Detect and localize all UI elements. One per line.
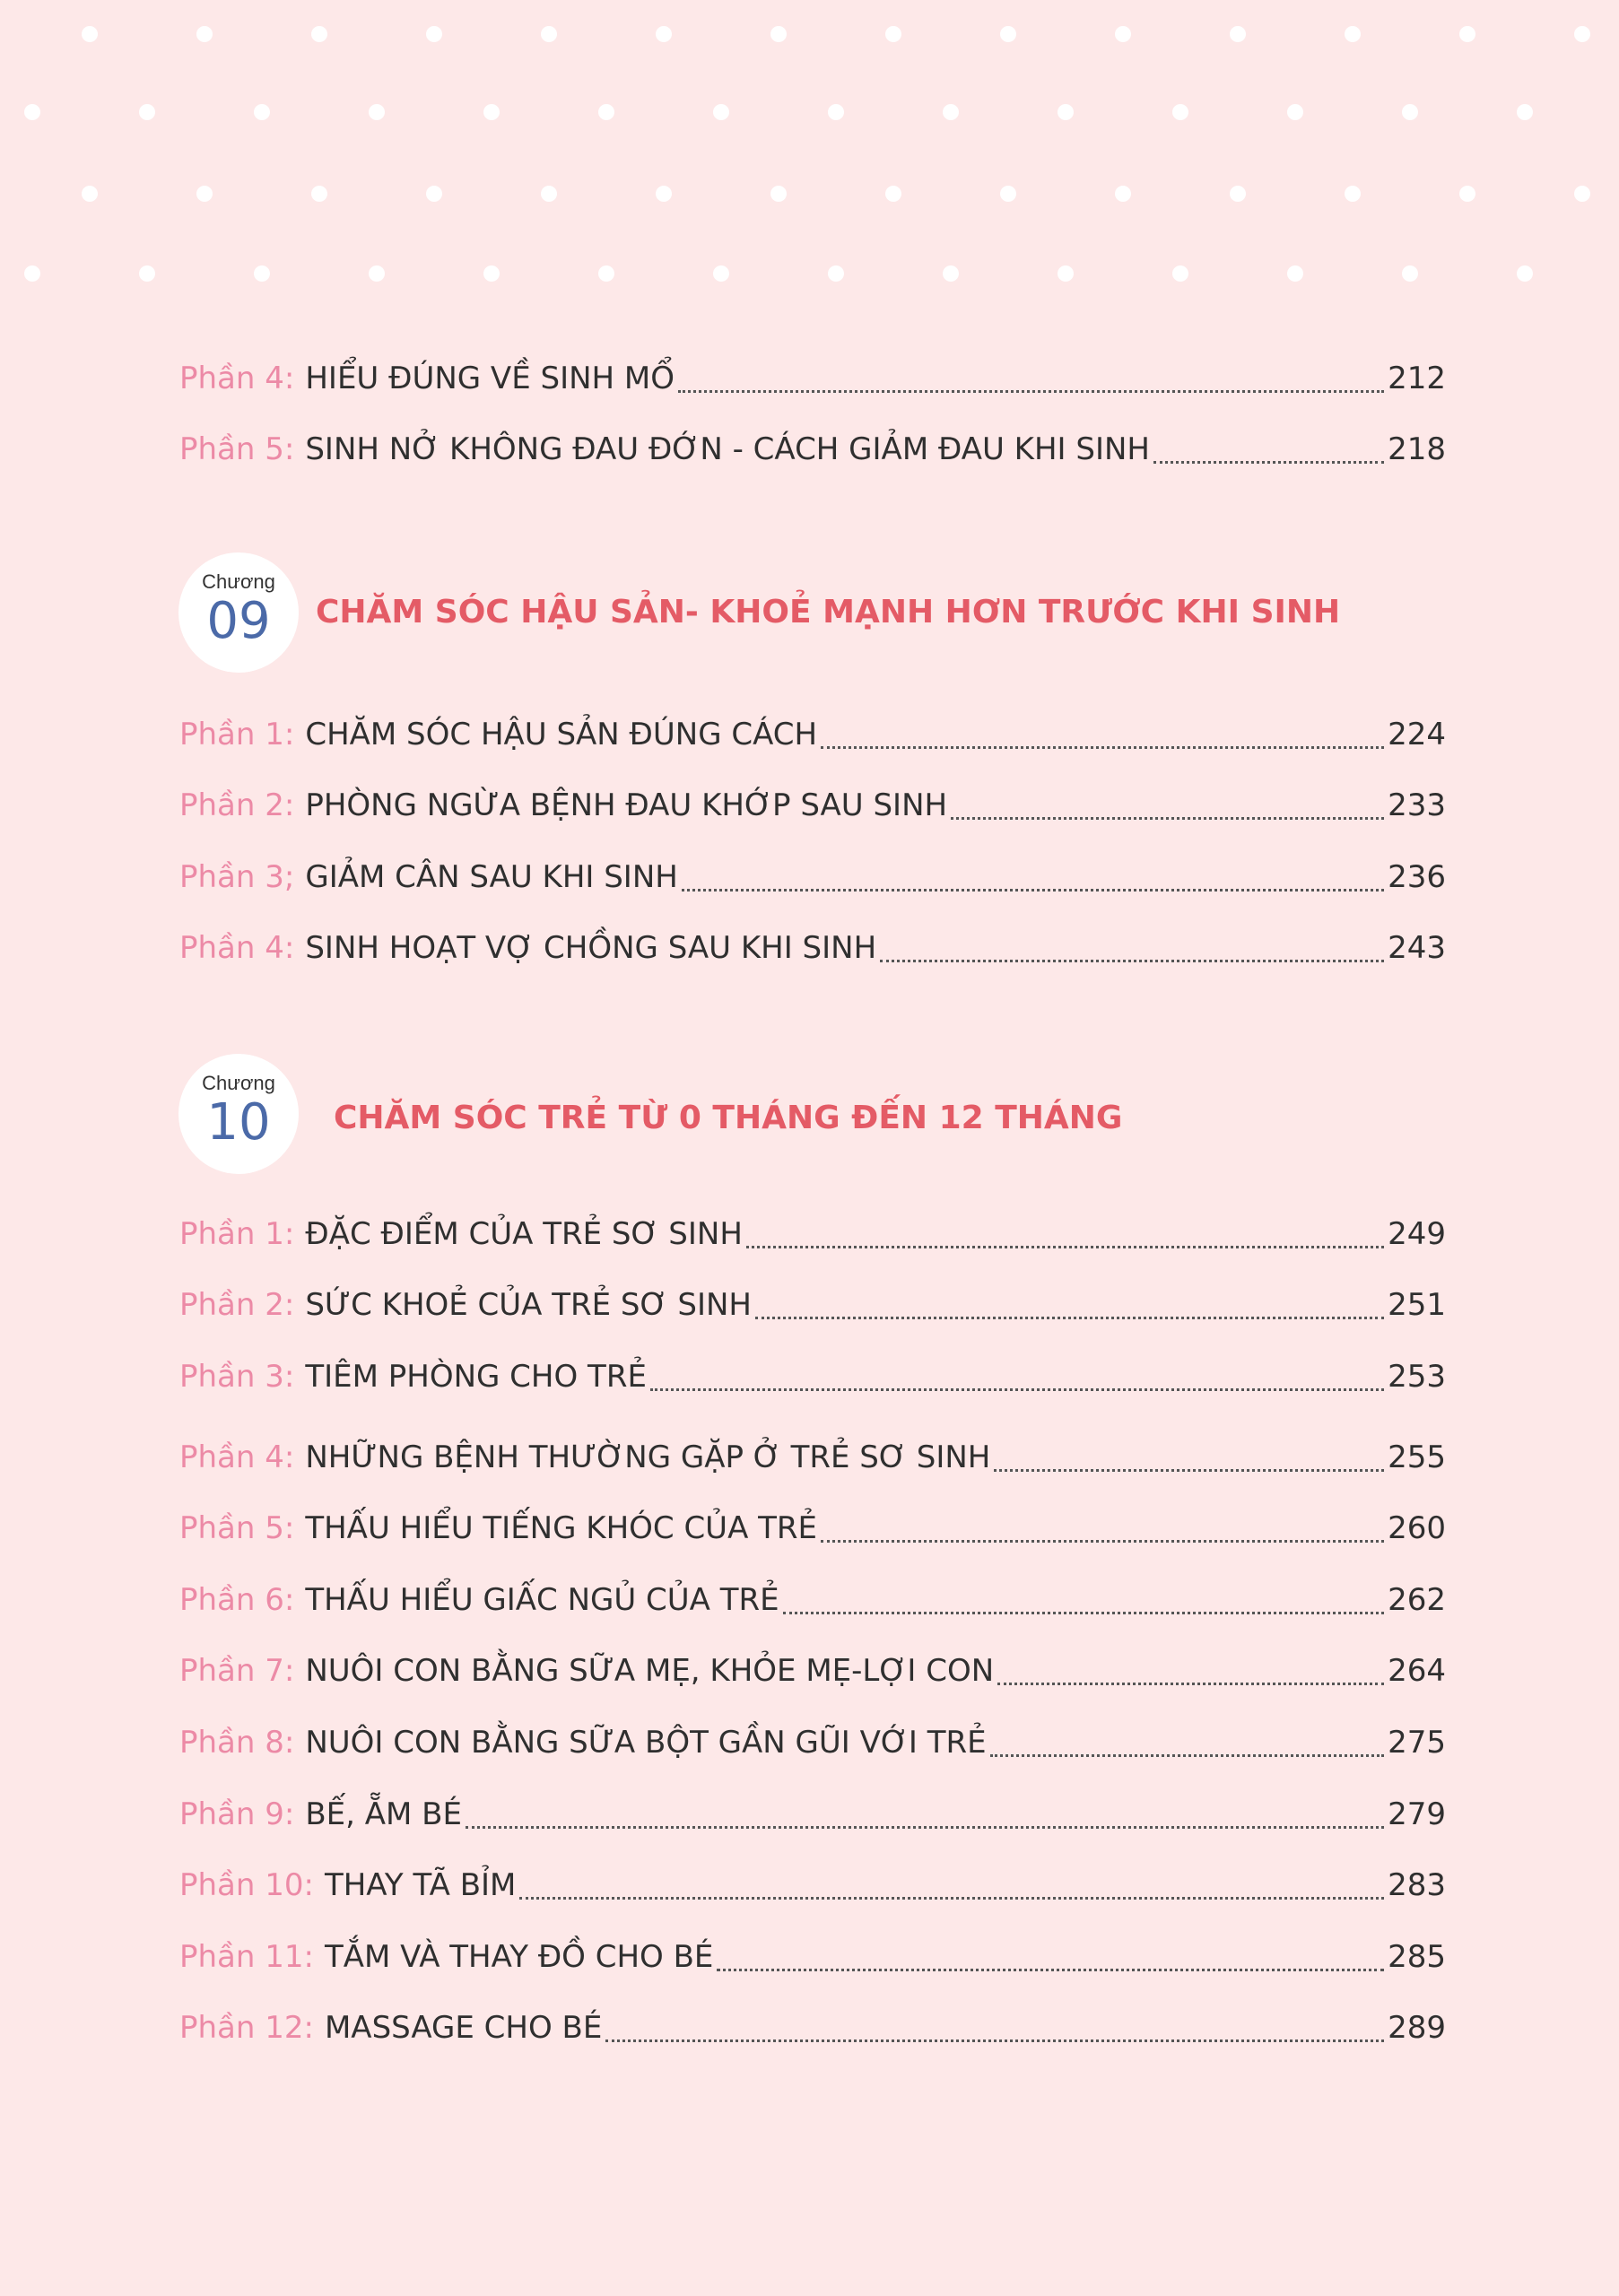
part-label: Phần 7:	[179, 1653, 295, 1689]
polka-dot	[196, 26, 213, 42]
dot-leader	[678, 390, 1384, 393]
page-number: 275	[1388, 1725, 1446, 1761]
polka-dot	[828, 265, 844, 282]
dot-leader	[994, 1469, 1384, 1472]
toc-entry[interactable]	[179, 1716, 1446, 1770]
toc-entry[interactable]	[179, 1501, 1446, 1555]
dot-leader	[821, 746, 1384, 749]
polka-dot	[656, 26, 672, 42]
toc-entry[interactable]	[179, 708, 1446, 761]
polka-dot	[24, 104, 40, 120]
polka-dot	[311, 186, 327, 202]
dot-leader	[755, 1317, 1384, 1319]
page-number: 249	[1388, 1216, 1446, 1252]
polka-dot	[1058, 104, 1074, 120]
part-label: Phần 5:	[179, 1510, 295, 1546]
part-label: Phần 5:	[179, 431, 295, 467]
polka-dot	[1345, 26, 1361, 42]
dot-leader	[997, 1683, 1384, 1685]
polka-dot	[1115, 26, 1131, 42]
chapter-word: Chương	[202, 1072, 275, 1094]
page-number: 243	[1388, 930, 1446, 966]
toc-entry[interactable]	[179, 1431, 1446, 1484]
toc-entry[interactable]	[179, 352, 1446, 405]
page-number: 285	[1388, 1939, 1446, 1975]
polka-dot	[885, 26, 901, 42]
part-title: NUÔI CON BẰNG SỮA BỘT GẦN GŨI VỚI TRẺ	[305, 1725, 987, 1761]
polka-dot	[483, 104, 500, 120]
dot-leader	[1153, 461, 1384, 464]
polka-dot	[541, 186, 557, 202]
toc-entry[interactable]	[179, 921, 1446, 975]
page-number: 251	[1388, 1287, 1446, 1323]
polka-dot	[885, 186, 901, 202]
chapter-title[interactable]: CHĂM SÓC TRẺ TỪ 0 THÁNG ĐẾN 12 THÁNG	[334, 1100, 1123, 1136]
polka-dot	[943, 104, 959, 120]
polka-dot	[713, 104, 729, 120]
dot-leader	[682, 889, 1384, 891]
polka-dot	[598, 104, 614, 120]
polka-dot	[24, 265, 40, 282]
polka-dot	[1402, 265, 1418, 282]
polka-dot	[426, 186, 442, 202]
polka-dot	[1287, 265, 1303, 282]
polka-dot	[1517, 265, 1533, 282]
polka-dot	[139, 104, 155, 120]
part-title: BẾ, ẴM BÉ	[305, 1796, 462, 1832]
part-title: SINH NỞ KHÔNG ĐAU ĐỚN - CÁCH GIẢM ĐAU KHI SINH	[305, 431, 1150, 467]
dot-leader	[880, 960, 1384, 962]
polka-dot	[943, 265, 959, 282]
part-label: Phần 9:	[179, 1796, 295, 1832]
page-number: 255	[1388, 1439, 1446, 1475]
toc-entry[interactable]	[179, 1278, 1446, 1332]
chapter-word: Chương	[202, 570, 275, 593]
polka-dot	[1115, 186, 1131, 202]
polka-dot	[1459, 186, 1475, 202]
polka-dot	[254, 104, 270, 120]
page-number: 233	[1388, 787, 1446, 823]
chapter-number: 09	[206, 592, 271, 650]
part-title: SINH HOẠT VỢ CHỒNG SAU KHI SINH	[305, 930, 877, 966]
part-title: NUÔI CON BẰNG SỮA MẸ, KHỎE MẸ-LỢI CON	[305, 1653, 995, 1689]
page-number: 283	[1388, 1867, 1446, 1903]
part-title: PHÒNG NGỪA BỆNH ĐAU KHỚP SAU SINH	[305, 787, 948, 823]
polka-dot	[1000, 186, 1016, 202]
polka-dot	[196, 186, 213, 202]
polka-dot	[713, 265, 729, 282]
part-title: TẮM VÀ THAY ĐỒ CHO BÉ	[324, 1939, 714, 1975]
part-label: Phần 4:	[179, 361, 295, 396]
part-label: Phần 2:	[179, 787, 295, 823]
page-number: 279	[1388, 1796, 1446, 1832]
part-label: Phần 4:	[179, 1439, 295, 1475]
part-title: CHĂM SÓC HẬU SẢN ĐÚNG CÁCH	[305, 717, 818, 752]
toc-entry[interactable]	[179, 1858, 1446, 1912]
polka-dot	[1459, 26, 1475, 42]
polka-dot	[1287, 104, 1303, 120]
part-title: THẤU HIỂU GIẤC NGỦ CỦA TRẺ	[305, 1582, 779, 1618]
page-number: 289	[1388, 2010, 1446, 2046]
polka-dot	[369, 104, 385, 120]
polka-dot	[1058, 265, 1074, 282]
polka-dot	[770, 186, 787, 202]
part-title: NHỮNG BỆNH THƯỜNG GẶP Ở TRẺ SƠ SINH	[305, 1439, 991, 1475]
page-number: 212	[1388, 361, 1446, 396]
part-title: THAY TÃ BỈM	[324, 1867, 517, 1903]
part-label: Phần 10:	[179, 1867, 314, 1903]
polka-dot-pattern	[0, 0, 1619, 305]
polka-dot	[1574, 186, 1590, 202]
chapter-badge	[178, 552, 299, 673]
polka-dot	[1345, 186, 1361, 202]
chapter-badge	[178, 1054, 299, 1174]
part-label: Phần 8:	[179, 1725, 295, 1761]
page-number: 224	[1388, 717, 1446, 752]
part-label: Phần 3;	[179, 859, 295, 895]
part-label: Phần 6:	[179, 1582, 295, 1618]
polka-dot	[1000, 26, 1016, 42]
part-label: Phần 4:	[179, 930, 295, 966]
polka-dot	[139, 265, 155, 282]
polka-dot	[82, 26, 98, 42]
part-label: Phần 1:	[179, 1216, 295, 1252]
polka-dot	[770, 26, 787, 42]
toc-entry[interactable]	[179, 1573, 1446, 1627]
dot-leader	[466, 1826, 1384, 1829]
dot-leader	[650, 1388, 1384, 1391]
polka-dot	[1172, 265, 1188, 282]
dot-leader	[783, 1612, 1384, 1614]
toc-entry[interactable]	[179, 1644, 1446, 1698]
part-title: SỨC KHOẺ CỦA TRẺ SƠ SINH	[305, 1287, 752, 1323]
polka-dot	[598, 265, 614, 282]
polka-dot	[1574, 26, 1590, 42]
polka-dot	[1517, 104, 1533, 120]
part-title: TIÊM PHÒNG CHO TRẺ	[305, 1359, 647, 1395]
polka-dot	[254, 265, 270, 282]
part-title: MASSAGE CHO BÉ	[324, 2010, 603, 2046]
polka-dot	[426, 26, 442, 42]
polka-dot	[1230, 186, 1246, 202]
page-number: 262	[1388, 1582, 1446, 1618]
dot-leader	[951, 817, 1384, 820]
page-number: 236	[1388, 859, 1446, 895]
dot-leader	[519, 1897, 1384, 1900]
polka-dot	[828, 104, 844, 120]
toc-entry[interactable]	[179, 2001, 1446, 2055]
polka-dot	[1230, 26, 1246, 42]
polka-dot	[82, 186, 98, 202]
page-number: 264	[1388, 1653, 1446, 1689]
polka-dot	[483, 265, 500, 282]
polka-dot	[1402, 104, 1418, 120]
part-label: Phần 11:	[179, 1939, 314, 1975]
toc-entry[interactable]	[179, 422, 1446, 476]
part-title: GIẢM CÂN SAU KHI SINH	[305, 859, 678, 895]
toc-entry[interactable]	[179, 1787, 1446, 1841]
part-label: Phần 1:	[179, 717, 295, 752]
chapter-title[interactable]: CHĂM SÓC HẬU SẢN- KHOẺ MẠNH HƠN TRƯỚC KHI SINH	[316, 594, 1341, 631]
dot-leader	[746, 1246, 1384, 1248]
dot-leader	[990, 1754, 1385, 1757]
part-title: HIỂU ĐÚNG VỀ SINH MỔ	[305, 361, 675, 396]
part-label: Phần 2:	[179, 1287, 295, 1323]
page-number: 218	[1388, 431, 1446, 467]
chapter-number: 10	[206, 1093, 271, 1152]
dot-leader	[605, 2039, 1384, 2042]
toc-entry[interactable]	[179, 1350, 1446, 1404]
toc-entry[interactable]	[179, 1207, 1446, 1261]
polka-dot	[541, 26, 557, 42]
polka-dot	[1172, 104, 1188, 120]
toc-entry[interactable]	[179, 1930, 1446, 1984]
part-title: ĐẶC ĐIỂM CỦA TRẺ SƠ SINH	[305, 1216, 743, 1252]
polka-dot	[311, 26, 327, 42]
page-number: 253	[1388, 1359, 1446, 1395]
page-number: 260	[1388, 1510, 1446, 1546]
part-label: Phần 3:	[179, 1359, 295, 1395]
part-title: THẤU HIỂU TIẾNG KHÓC CỦA TRẺ	[305, 1510, 818, 1546]
toc-entry[interactable]	[179, 850, 1446, 904]
polka-dot	[369, 265, 385, 282]
dot-leader	[821, 1540, 1384, 1543]
part-label: Phần 12:	[179, 2010, 314, 2046]
toc-entry[interactable]	[179, 778, 1446, 832]
dot-leader	[717, 1969, 1384, 1971]
polka-dot	[656, 186, 672, 202]
